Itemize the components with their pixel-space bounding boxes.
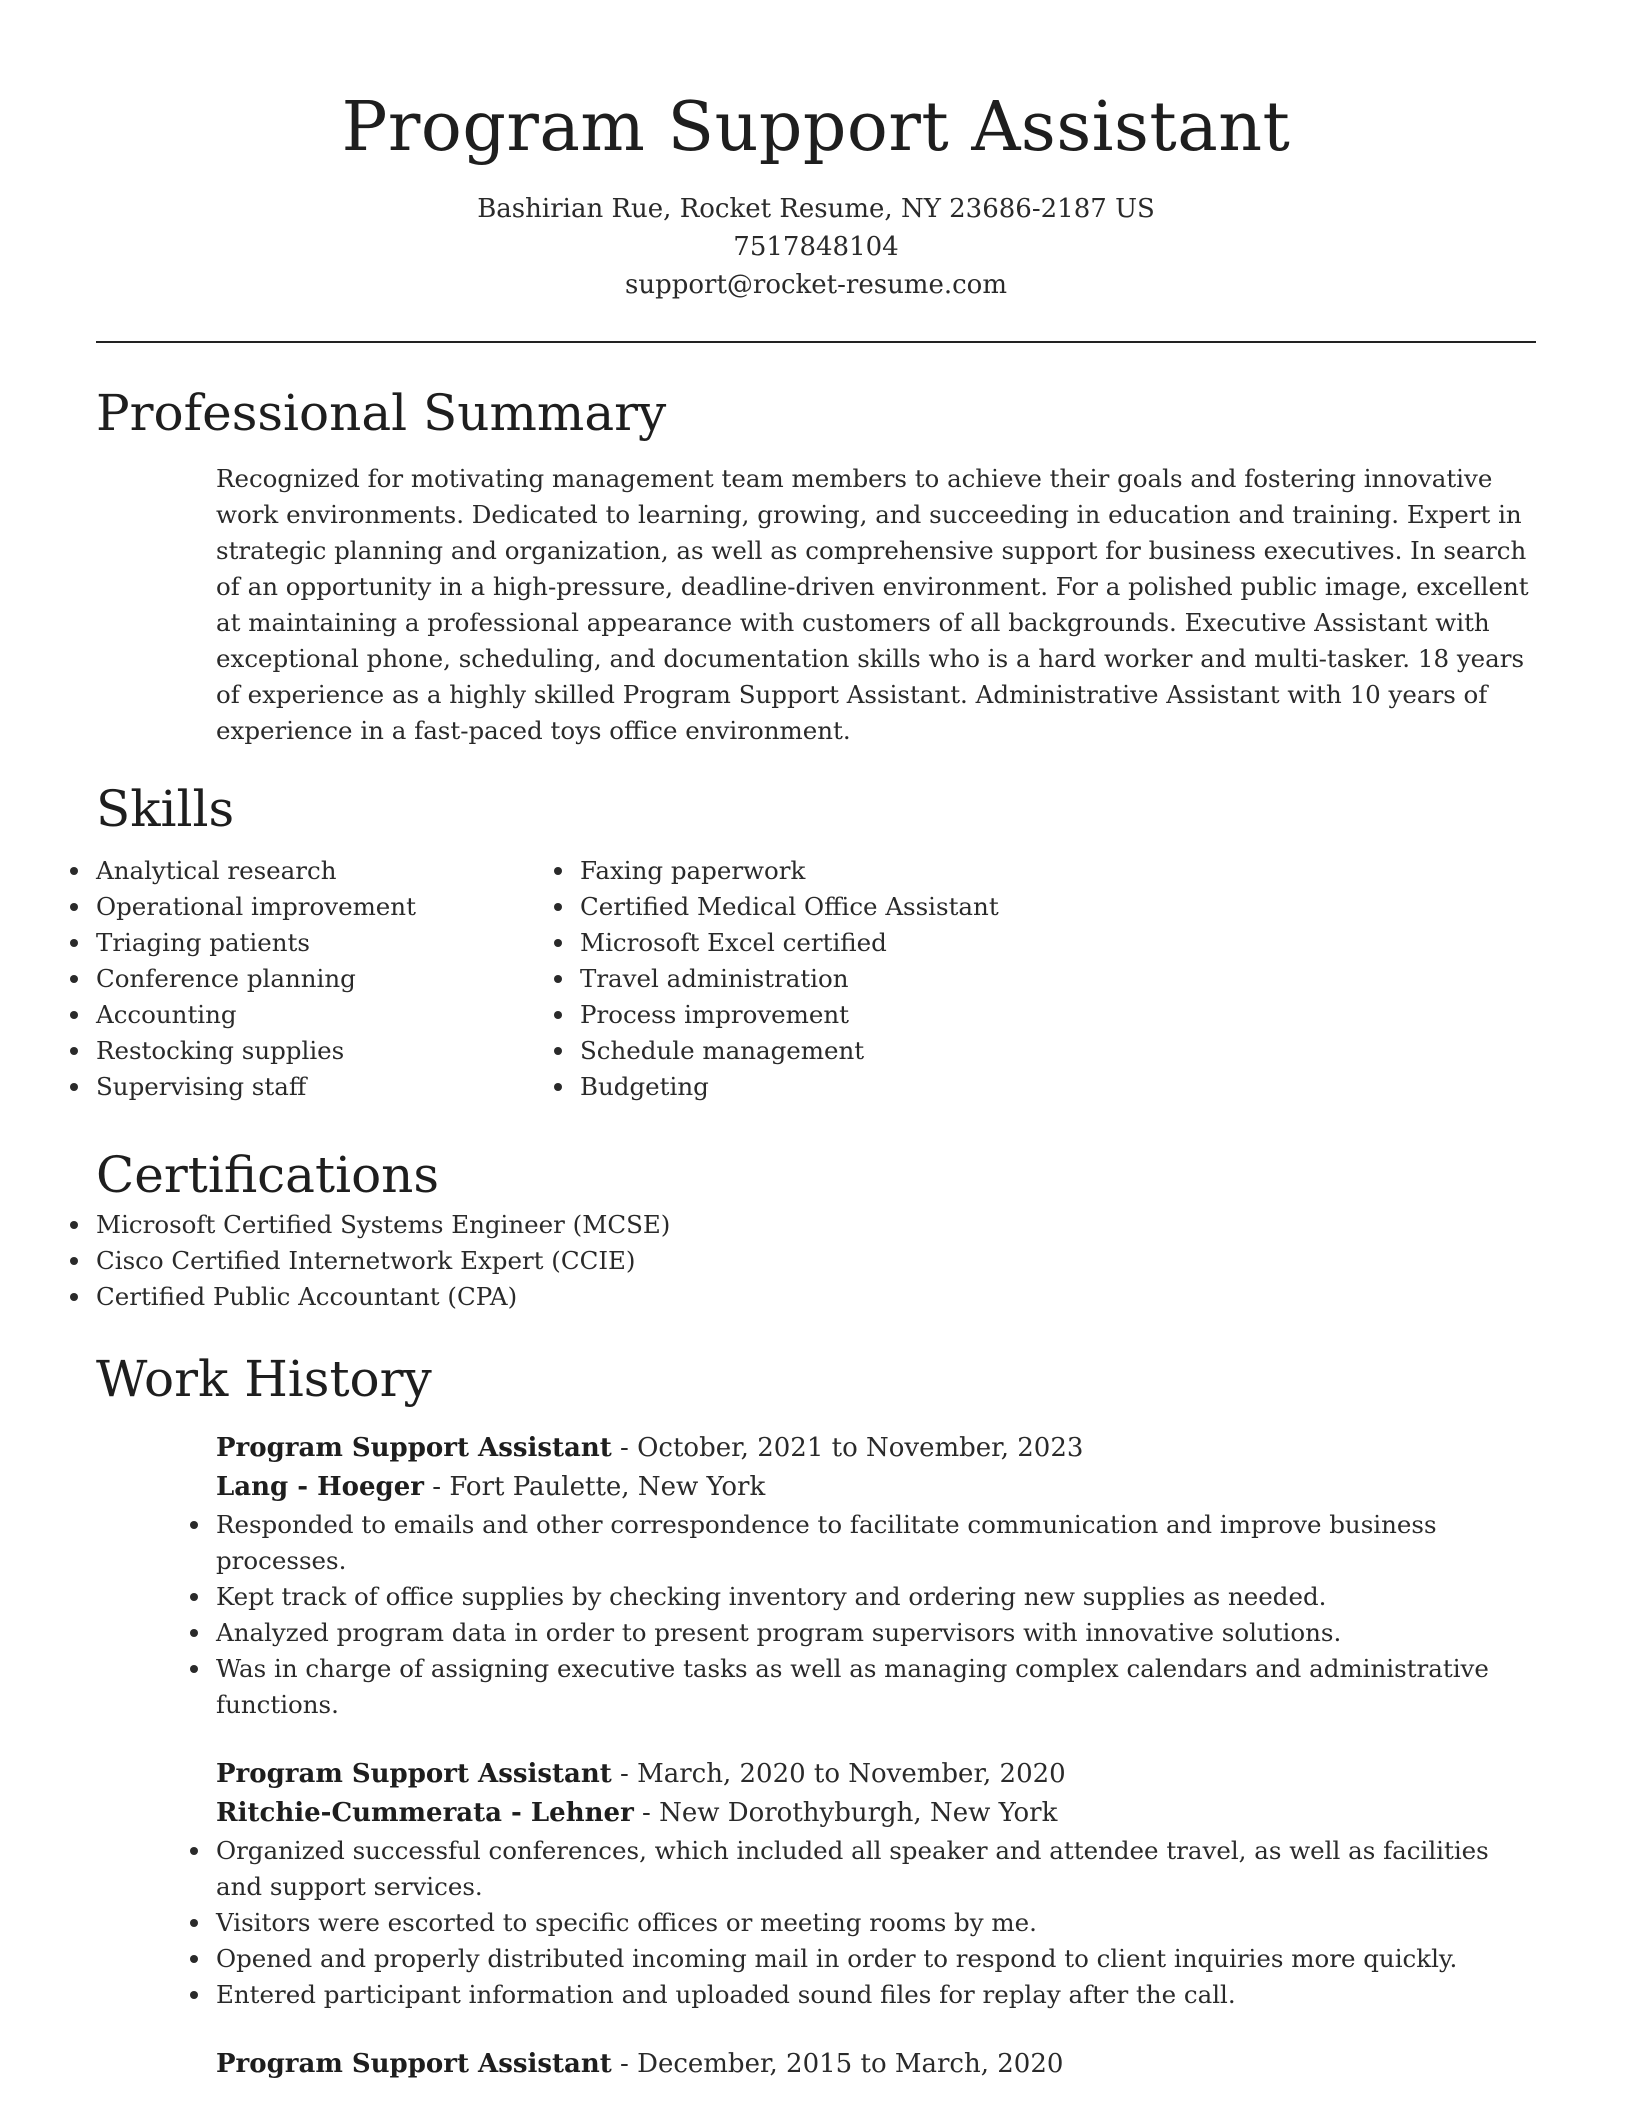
skill-item: Supervising staff [96,1069,580,1105]
job-title: Program Support Assistant [216,1433,612,1463]
job-duty: Responded to emails and other correspondence to facilitate communication and improve business processes. [216,1507,1492,1579]
skills-column-left [96,853,580,1105]
skills-column-right [580,853,1064,1105]
job-duty: Opened and properly distributed incoming mail in order to respond to client inquiries more quickly. [216,1941,1492,1977]
work-history-heading: Work History [96,1350,432,1408]
header-divider [96,341,1536,343]
skill-item: Restocking supplies [96,1033,580,1069]
job-company: Lang - Hoeger [216,1472,424,1502]
skill-item: Analytical research [96,853,580,889]
skill-item: Travel administration [580,961,1064,997]
skill-item: Conference planning [96,961,580,997]
skills-list [96,853,1536,1105]
job-title-line [216,1429,1536,1468]
contact-email: support@rocket-resume.com [624,270,1007,300]
job-location: Fort Paulette, New York [449,1472,766,1502]
separator: - [611,1433,638,1463]
job-entry [216,1429,1536,1723]
separator: - [633,1798,660,1828]
job-entry [216,1755,1536,2013]
skill-item: Microsoft Excel certified [580,925,1064,961]
certifications-heading: Certifications [96,1146,440,1204]
job-duty: Visitors were escorted to specific offices or meeting rooms by me. [216,1905,1492,1941]
skill-item: Operational improvement [96,889,580,925]
certification-item: Cisco Certified Internetwork Expert (CCIE) [96,1243,1536,1279]
job-company-line [216,1468,1536,1507]
summary-heading: Professional Summary [96,384,667,442]
job-title: Program Support Assistant [216,1759,612,1789]
job-dates: March, 2020 to November, 2020 [637,1759,1066,1789]
skill-item: Accounting [96,997,580,1033]
contact-phone: 7517848104 [733,232,899,262]
skill-item: Process improvement [580,997,1064,1033]
contact-address: Bashirian Rue, Rocket Resume, NY 23686-2187 US [477,194,1155,224]
certification-item: Microsoft Certified Systems Engineer (MCSE) [96,1207,1536,1243]
certification-item: Certified Public Accountant (CPA) [96,1279,1536,1315]
resume-page [96,0,1536,2084]
separator: - [423,1472,450,1502]
job-duty: Was in charge of assigning executive tasks as well as managing complex calendars and administrative functions. [216,1651,1492,1723]
separator: - [611,2049,638,2079]
job-dates: October, 2021 to November, 2023 [637,1433,1084,1463]
job-entry [216,2045,1536,2084]
certifications-list [96,1207,1536,1315]
job-duty: Entered participant information and uploaded sound files for replay after the call. [216,1977,1492,2013]
job-title-line [216,1755,1536,1794]
job-duty: Kept track of office supplies by checking inventory and ordering new supplies as needed. [216,1579,1492,1615]
contact-block [96,190,1536,304]
job-title-line [216,2045,1536,2084]
job-duties-list [216,1507,1492,1723]
resume-name: Program Support Assistant [341,88,1291,167]
summary-text: Recognized for motivating management team members to achieve their goals and fostering innovative work environments. Dedicated to learning, growing, and succeeding in education and training. Expert in strategic planning and organization, as well as comprehensive support for business executives. In search of an opportunity in a high-pressure, deadline-driven environment. For a polished public image, excellent at maintaining a professional appearance with customers of all backgrounds. Executive Assistant with exceptional phone, scheduling, and documentation skills who is a hard worker and multi-tasker. 18 years of experience as a highly skilled Program Support Assistant. Administrative Assistant with 10 years of experience in a fast-paced toys office environment. [216,464,1529,745]
skill-item: Schedule management [580,1033,1064,1069]
job-title: Program Support Assistant [216,2049,612,2079]
skill-item: Faxing paperwork [580,853,1064,889]
job-duty: Organized successful conferences, which included all speaker and attendee travel, as well as facilities and support services. [216,1833,1492,1905]
job-location: New Dorothyburgh, New York [659,1798,1058,1828]
separator: - [611,1759,638,1789]
job-company: Ritchie-Cummerata - Lehner [216,1798,634,1828]
skill-item: Certified Medical Office Assistant [580,889,1064,925]
skill-item: Budgeting [580,1069,1064,1105]
job-dates: December, 2015 to March, 2020 [637,2049,1064,2079]
job-duty: Analyzed program data in order to present program supervisors with innovative solutions. [216,1615,1492,1651]
job-company-line [216,1794,1536,1833]
skill-item: Triaging patients [96,925,580,961]
skills-heading: Skills [96,780,235,838]
job-duties-list [216,1833,1492,2013]
